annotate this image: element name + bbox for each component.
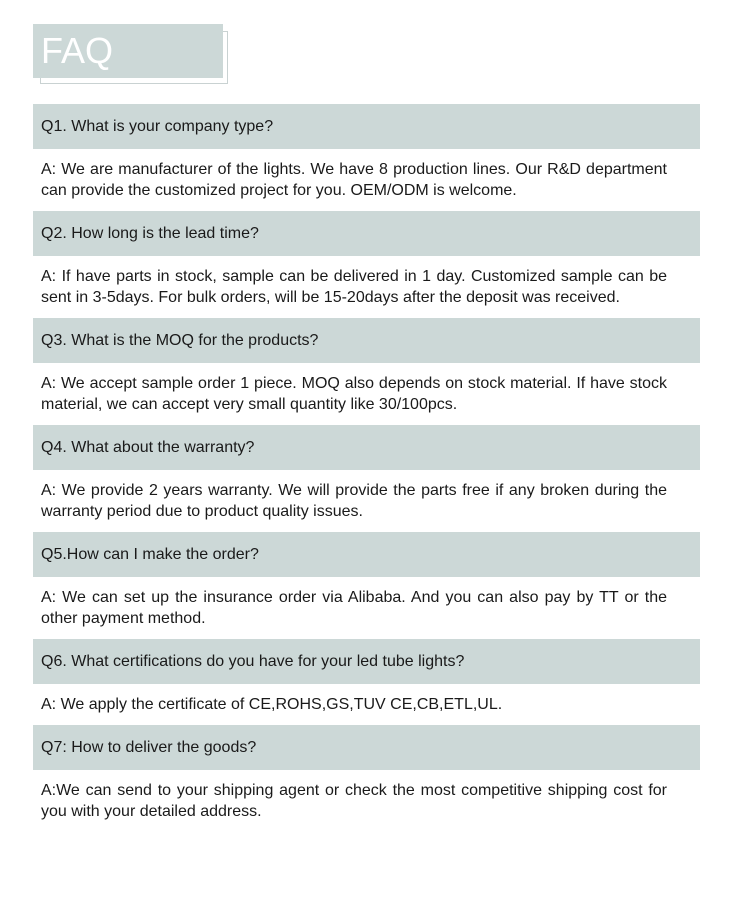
faq-answer-2: A: If have parts in stock, sample can be delivered in 1 day. Customized sample can be sent in 3-5days. For bulk orders, will be 15-20days after the deposit was received.	[41, 268, 667, 306]
faq-list	[33, 104, 700, 832]
faq-answer-7: A:We can send to your shipping agent or check the most competitive shipping cost for you with your detailed address.	[41, 782, 667, 820]
header-title-box	[33, 24, 223, 78]
faq-answer-6: A: We apply the certificate of CE,ROHS,GS,TUV CE,CB,ETL,UL.	[41, 696, 503, 713]
faq-question-5: Q5.How can I make the order?	[33, 532, 700, 577]
faq-question-7: Q7: How to deliver the goods?	[33, 725, 700, 770]
faq-answer-5: A: We can set up the insurance order via Alibaba. And you can also pay by TT or the other payment method.	[41, 589, 667, 627]
faq-question-3: Q3. What is the MOQ for the products?	[33, 318, 700, 363]
faq-question-4: Q4. What about the warranty?	[33, 425, 700, 470]
faq-question-1: Q1. What is your company type?	[33, 104, 700, 149]
faq-question-6: Q6. What certifications do you have for your led tube lights?	[33, 639, 700, 684]
faq-answer-3: A: We accept sample order 1 piece. MOQ also depends on stock material. If have stock material, we can accept very small quantity like 30/100pcs.	[41, 375, 667, 413]
faq-answer-1: A: We are manufacturer of the lights. We have 8 production lines. Our R&D department can provide the customized project for you. OEM/ODM is welcome.	[41, 161, 667, 199]
faq-answer-4: A: We provide 2 years warranty. We will provide the parts free if any broken during the warranty period due to product quality issues.	[41, 482, 667, 520]
page-title: FAQ	[41, 30, 114, 71]
faq-header	[33, 24, 230, 86]
faq-question-2: Q2. How long is the lead time?	[33, 211, 700, 256]
